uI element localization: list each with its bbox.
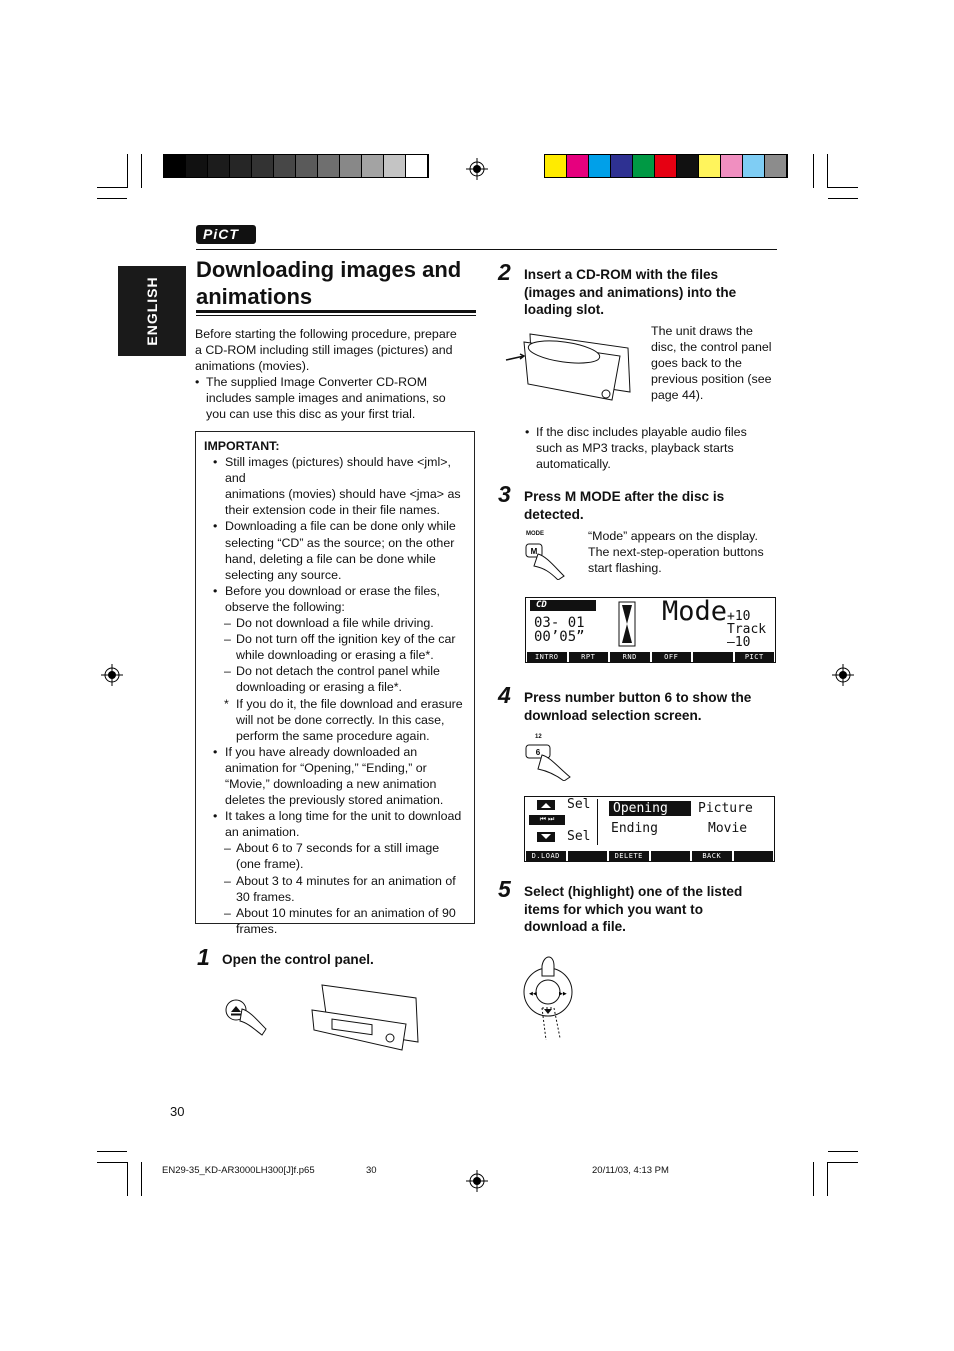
svg-text:▶▶: ▶▶ <box>559 991 567 997</box>
color-swatch <box>721 155 743 177</box>
lcd-bar-segment: D.LOAD <box>526 851 566 861</box>
important-line: while downloading or erasing a file*. <box>236 648 434 663</box>
item-ending[interactable]: Ending <box>611 821 658 836</box>
important-line: selecting any source. <box>225 567 342 582</box>
button-6-label: 12 <box>535 734 542 740</box>
crop-mark <box>828 198 858 199</box>
track-number: 03- 01 <box>534 615 585 631</box>
important-line: frames. <box>236 921 278 936</box>
title-underline <box>196 310 476 313</box>
registration-mark-icon <box>832 664 854 686</box>
important-line: – Do not detach the control panel while <box>224 664 440 679</box>
item-movie[interactable]: Movie <box>708 821 748 836</box>
color-swatch <box>743 155 765 177</box>
crop-mark <box>813 1162 814 1196</box>
cd-source-logo: CD <box>530 600 596 611</box>
lcd-bar-segment: BACK <box>692 851 732 861</box>
important-line: • If you have already downloaded an <box>213 744 418 759</box>
gray-swatch <box>186 155 208 177</box>
download-selection-screen <box>524 796 775 862</box>
track-label: Track <box>727 622 767 637</box>
important-line: will not be done correctly. In this case, <box>236 712 445 727</box>
svg-text:◀◀: ◀◀ <box>529 991 537 997</box>
important-line: perform the same procedure again. <box>236 728 430 743</box>
important-box <box>195 431 475 936</box>
crop-mark <box>97 1151 127 1152</box>
crop-mark <box>828 187 858 188</box>
gray-swatch <box>296 155 318 177</box>
sel-label-up: Sel <box>567 797 591 812</box>
lcd-bar-segment: RND <box>610 652 650 662</box>
page-title: Downloading images and animations <box>196 257 462 309</box>
gray-swatch <box>208 155 230 177</box>
gray-swatch <box>340 155 362 177</box>
mode-display-screen <box>525 597 776 663</box>
gray-swatch <box>274 155 296 177</box>
footer-date: 20/11/03, 4:13 PM <box>592 1165 669 1176</box>
color-swatch <box>677 155 699 177</box>
crop-mark <box>127 154 128 188</box>
crop-mark <box>813 154 814 188</box>
gray-swatch <box>164 155 186 177</box>
step-1-number: 1 <box>197 944 210 970</box>
important-line: animations (movies) should have <jma> as <box>225 487 461 502</box>
color-swatch <box>699 155 721 177</box>
hourglass-icon <box>618 601 636 647</box>
step-2-text: Insert a CD-ROM with the files (images and animations) into the loading slot. <box>524 267 737 317</box>
step-2-note: The unit draws the disc, the control panel goes back to the previous position (see page 44). <box>651 324 772 403</box>
important-line: animation for “Opening,” “Ending,” or <box>225 760 427 775</box>
color-calibration-bar <box>544 154 788 178</box>
important-line: observe the following: <box>225 599 345 614</box>
lcd-button-bar <box>525 851 774 861</box>
svg-text:M: M <box>530 547 538 556</box>
minus-ten-label: –10 <box>727 635 751 650</box>
registration-mark-icon <box>466 1170 488 1192</box>
lcd-bar-segment <box>568 851 608 861</box>
crop-mark <box>97 187 127 188</box>
crop-mark <box>827 1162 828 1196</box>
pict-logo: PiCT <box>196 225 256 244</box>
important-line: downloading or erasing a file*. <box>236 680 403 695</box>
gray-swatch <box>362 155 384 177</box>
crop-mark <box>827 154 828 188</box>
important-line: • It takes a long time for the unit to download <box>213 809 462 824</box>
important-line: • Before you download or erase the files, <box>213 583 440 598</box>
intro-text: Before starting the following procedure, prepare a CD-ROM including still images (pictures) and animations (movies). • The supplied Image Converter CD-ROM includes sample images and animations, so you can use this disc as your first trial. <box>195 327 457 422</box>
color-swatch <box>545 155 567 177</box>
important-line: – About 10 minutes for an animation of 90 <box>224 905 456 920</box>
step-1-text: Open the control panel. <box>222 952 374 967</box>
step-3-number: 3 <box>498 481 511 507</box>
crop-mark <box>97 198 127 199</box>
footer-filename: EN29-35_KD-AR3000LH300[J]f.p65 <box>162 1165 315 1176</box>
crop-mark <box>141 154 142 188</box>
registration-mark-icon <box>466 158 488 180</box>
important-line: * If you do it, the file download and erasure <box>224 696 463 711</box>
mode-button-press-icon <box>524 538 568 580</box>
lcd-bar-segment: INTRO <box>527 652 567 662</box>
important-line: hand, deleting a file can be done while <box>225 551 436 566</box>
lcd-bar-segment: DELETE <box>609 851 649 861</box>
step-2-bullet: • If the disc includes playable audio files such as MP3 tracks, playback starts automatically. <box>525 425 747 472</box>
important-line: – Do not turn off the ignition key of the car <box>224 632 456 647</box>
step-4-text: Press number button 6 to show the download selection screen. <box>524 690 752 723</box>
important-line: deletes the previously stored animation. <box>225 793 444 808</box>
registration-mark-icon <box>101 664 123 686</box>
lcd-bar-segment <box>734 851 774 861</box>
important-line: – Do not download a file while driving. <box>224 616 434 631</box>
lcd-bar-segment: PICT <box>735 652 775 662</box>
down-arrow-icon <box>540 834 552 840</box>
step-2-number: 2 <box>498 259 511 285</box>
gray-swatch <box>318 155 340 177</box>
step-3-note: “Mode” appears on the display. The next-step-operation buttons start flashing. <box>588 529 764 576</box>
svg-text:6: 6 <box>535 748 541 757</box>
lcd-bar-segment <box>693 652 733 662</box>
lcd-bar-segment: RPT <box>569 652 609 662</box>
gray-swatch <box>384 155 406 177</box>
lcd-bar-segment <box>651 851 691 861</box>
mode-text: Mode <box>662 596 728 627</box>
crop-mark <box>127 1162 128 1196</box>
important-line: • Downloading a file can be done only while <box>213 519 456 534</box>
important-line: their extension code in their file names. <box>225 503 440 518</box>
step-3-text: Press M MODE after the disc is detected. <box>524 489 725 522</box>
lcd-bar-segment: OFF <box>652 652 692 662</box>
lcd-button-bar <box>526 652 775 662</box>
important-line: – About 3 to 4 minutes for an animation of <box>224 873 456 888</box>
important-list <box>204 454 472 937</box>
important-line: (one frame). <box>236 857 304 872</box>
sel-label-down: Sel <box>567 829 591 844</box>
number-6-button-press-icon <box>524 741 574 781</box>
color-swatch <box>589 155 611 177</box>
crop-mark <box>828 1151 858 1152</box>
control-panel-open-illustration <box>310 980 425 1055</box>
skip-buttons-icon: ⏮ ⏭ <box>529 815 565 825</box>
gray-calibration-bar <box>163 154 429 178</box>
color-swatch <box>765 155 787 177</box>
cd-insert-illustration <box>502 322 640 407</box>
play-time: 00’05” <box>534 629 585 645</box>
footer-page: 30 <box>366 1165 377 1176</box>
important-line: • Still images (pictures) should have <jml>, and <box>213 455 451 486</box>
header-rule <box>196 249 777 250</box>
color-swatch <box>611 155 633 177</box>
item-opening[interactable]: Opening <box>609 801 691 816</box>
control-dial-press-icon <box>520 946 580 1041</box>
gray-swatch <box>230 155 252 177</box>
page-number: 30 <box>170 1104 185 1119</box>
important-line: 30 frames. <box>236 889 295 904</box>
up-arrow-icon <box>540 802 552 808</box>
eject-button-press-icon <box>222 995 272 1040</box>
crop-mark <box>141 1162 142 1196</box>
language-tab: ENGLISH <box>118 266 186 356</box>
step-5-text: Select (highlight) one of the listed items for which you want to download a file. <box>524 884 743 934</box>
important-line: an animation. <box>225 825 300 840</box>
color-swatch <box>567 155 589 177</box>
step-5-number: 5 <box>498 876 511 902</box>
color-swatch <box>633 155 655 177</box>
important-line: “Movie,” downloading a new animation <box>225 776 437 791</box>
gray-swatch <box>252 155 274 177</box>
title-underline-thin <box>196 315 476 316</box>
important-heading: IMPORTANT: <box>204 439 280 453</box>
crop-mark <box>828 1162 858 1163</box>
step-4-number: 4 <box>498 682 511 708</box>
mode-button-label: MODE <box>526 531 544 537</box>
item-picture[interactable]: Picture <box>698 801 753 816</box>
gray-swatch <box>406 155 428 177</box>
plus-ten-label: +10 <box>727 609 751 624</box>
important-line: selecting “CD” as the source; on the other <box>225 535 455 550</box>
important-line: – About 6 to 7 seconds for a still image <box>224 841 440 856</box>
color-swatch <box>655 155 677 177</box>
crop-mark <box>97 1162 127 1163</box>
